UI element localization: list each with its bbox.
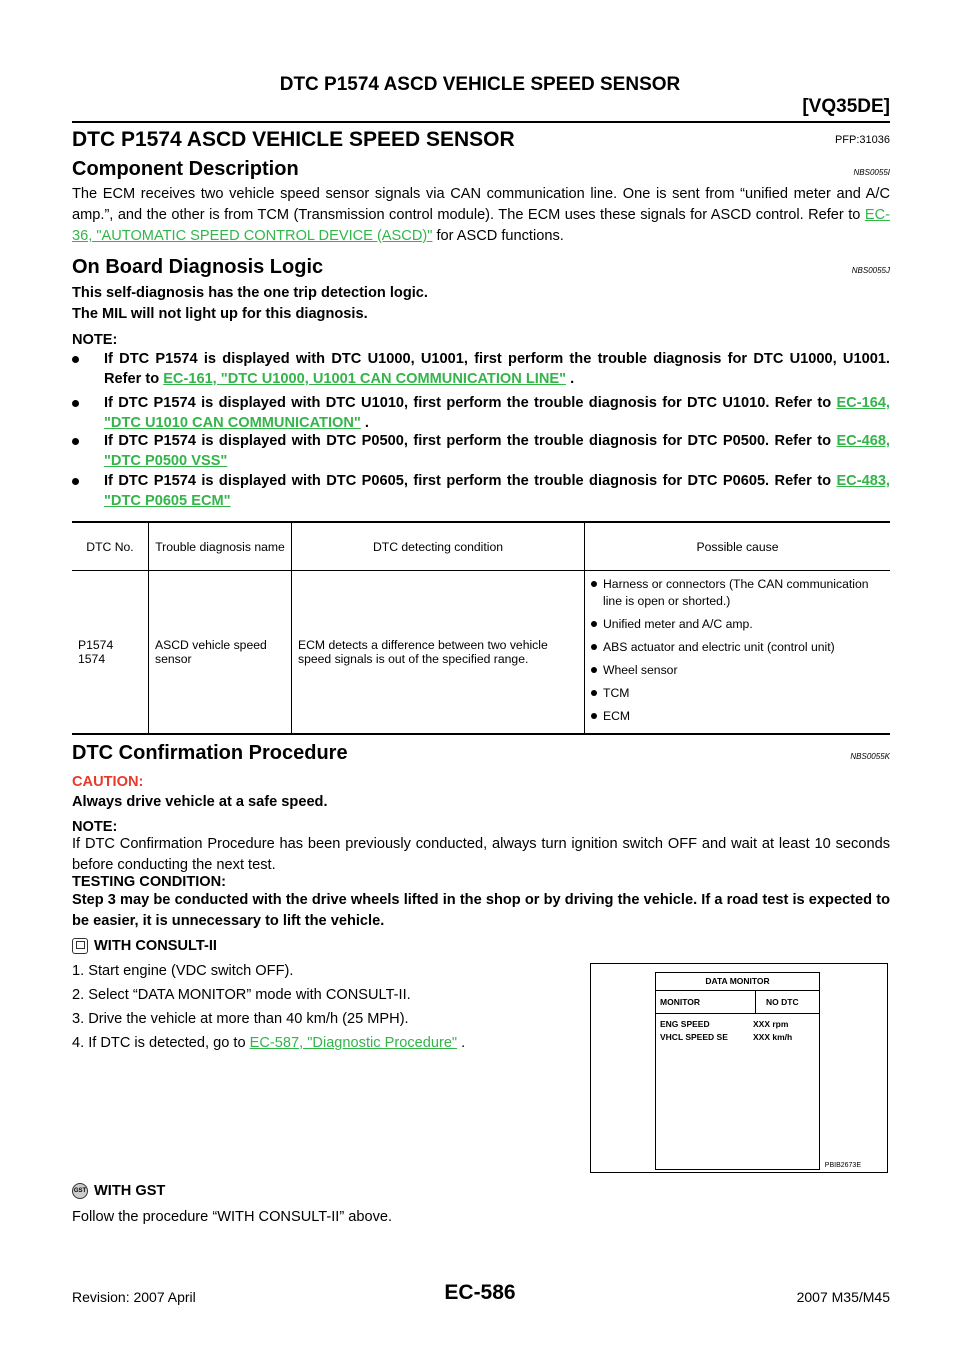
p0500-reference-link[interactable]: EC-468, "DTC P0500 VSS" [104, 433, 890, 469]
diagnostic-procedure-link[interactable]: EC-587, "Diagnostic Procedure" [249, 1035, 458, 1051]
model-label: 2007 M35/M45 [796, 1289, 890, 1305]
ascd-reference-link[interactable]: EC-36, "AUTOMATIC SPEED CONTROL DEVICE (ASCD)" [72, 207, 890, 244]
cause-cell [585, 571, 891, 735]
obd-section-code: NBS0055J [851, 266, 890, 275]
list-item [656, 1031, 819, 1044]
list-item: TCM [591, 685, 884, 702]
step-4 [72, 1033, 572, 1054]
obd-line-1: This self-diagnosis has the one trip detection logic. [72, 285, 428, 301]
bullet-icon [72, 478, 79, 485]
list-item: ABS actuator and electric unit (control unit) [591, 639, 884, 656]
component-description-heading: Component Description [72, 158, 299, 180]
gst-heading [72, 1181, 890, 1202]
monitor-item-value: XXX rpm [753, 1019, 789, 1029]
bullet-icon [72, 400, 79, 407]
status-column-label: NO DTC [766, 997, 799, 1007]
condition-cell: ECM detects a difference between two vehicle speed signals is out of the specified range. [292, 571, 585, 735]
header-dtc-no: DTC No. [86, 539, 134, 554]
header-rule [72, 121, 890, 123]
obd-note-label: NOTE: [72, 332, 118, 348]
consult-tool-icon [72, 938, 88, 954]
component-description-text [72, 184, 890, 247]
p0605-reference-link[interactable]: EC-483, "DTC P0605 ECM" [104, 473, 890, 509]
running-header-title: DTC P1574 ASCD VEHICLE SPEED SENSOR [279, 74, 681, 95]
testing-condition-text: Step 3 may be conducted with the drive wheels lifted in the shop or by driving the vehicle. If a road test is expected to be easier, it is unnecessary to lift the vehicle. [72, 892, 890, 929]
header-detecting-condition: DTC detecting condition [292, 522, 585, 571]
bullet-icon [72, 356, 79, 363]
step-4-after: . [457, 1035, 466, 1051]
bullet-text: If DTC P1574 is displayed with DTC U1000, U1001, first perform the trouble diagnosis for DTC U1000, U1001. Refer to [104, 351, 890, 387]
u1000-reference-link[interactable]: EC-161, "DTC U1000, U1001 CAN COMMUNICATION LINE" [163, 371, 567, 387]
note-label: NOTE: [72, 819, 118, 835]
bullet-text: If DTC P1574 is displayed with DTC P0605, first perform the trouble diagnosis for DTC P0605. Refer to [104, 473, 837, 489]
bullet-after: . [566, 371, 575, 387]
pfp-code: PFP:31036 [834, 134, 890, 146]
gst-heading-text: WITH GST [94, 1183, 166, 1199]
consult-heading [72, 936, 890, 957]
gst-tool-icon: GST [72, 1183, 88, 1199]
bullet-text: If DTC P1574 is displayed with DTC P0500, first perform the trouble diagnosis for DTC P0500. Refer to [104, 433, 837, 449]
step-1: 1. Start engine (VDC switch OFF). [72, 963, 294, 979]
monitor-item-label: ENG SPEED [660, 1019, 710, 1029]
dtc-number: 1574 [78, 652, 106, 666]
confirmation-section-code: NBS0055K [850, 752, 890, 761]
bullet-icon [72, 438, 79, 445]
monitor-item-value: XXX km/h [753, 1032, 793, 1042]
header-trouble-name: Trouble diagnosis name [149, 522, 292, 571]
component-section-code: NBS0055I [853, 168, 890, 177]
cause-list [591, 576, 884, 725]
obd-line-2: The MIL will not light up for this diagnosis. [72, 306, 368, 322]
dtc-no-cell [72, 571, 149, 735]
list-item: Unified meter and A/C amp. [591, 616, 884, 633]
header-possible-cause: Possible cause [585, 522, 891, 571]
note-text: If DTC Confirmation Procedure has been previously conducted, always turn ignition switch OFF and wait at least 10 seconds before conducting the next test. [72, 836, 890, 873]
monitor-item-label: VHCL SPEED SE [660, 1032, 728, 1042]
component-text: The ECM receives two vehicle speed sensor signals via CAN communication line. One is sent from “unified meter and A/C amp.”, and the other is from TCM (Transmission control module). The ECM uses these signals for ASCD control. Refer to [72, 186, 890, 223]
data-monitor-screen [655, 972, 820, 1170]
list-item: ECM [591, 708, 884, 725]
step-3: 3. Drive the vehicle at more than 40 km/h (25 MPH). [72, 1011, 409, 1027]
data-monitor-figure [590, 963, 888, 1173]
engine-label: [VQ35DE] [802, 96, 890, 117]
testing-condition-label: TESTING CONDITION: [72, 874, 227, 890]
table-header-row [72, 522, 890, 571]
screen-header [656, 991, 819, 1014]
column-divider [755, 991, 756, 1013]
figure-id: PBIB2673E [824, 1162, 861, 1169]
caution-label: CAUTION: [72, 774, 144, 790]
u1010-reference-link[interactable]: EC-164, "DTC U1010 CAN COMMUNICATION" [104, 395, 890, 431]
dtc-code: P1574 [78, 638, 114, 652]
dtc-table [72, 521, 890, 735]
monitor-column-label: MONITOR [660, 997, 700, 1007]
note-bullet [72, 471, 890, 511]
screen-title: DATA MONITOR [656, 973, 819, 991]
obd-logic-heading: On Board Diagnosis Logic [72, 256, 324, 278]
page-title: DTC P1574 ASCD VEHICLE SPEED SENSOR [72, 128, 515, 151]
caution-text: Always drive vehicle at a safe speed. [72, 794, 328, 810]
step-4-text: 4. If DTC is detected, go to [72, 1035, 250, 1051]
gst-text: Follow the procedure “WITH CONSULT-II” above. [72, 1209, 393, 1225]
note-bullet [72, 349, 890, 389]
confirmation-heading: DTC Confirmation Procedure [72, 742, 348, 764]
list-item: Harness or connectors (The CAN communication line is open or shorted.) [591, 576, 884, 610]
trouble-name-cell: ASCD vehicle speed sensor [149, 571, 292, 735]
list-item: Wheel sensor [591, 662, 884, 679]
note-bullet [72, 431, 890, 471]
page-number: EC-586 [444, 1281, 516, 1304]
revision-label: Revision: 2007 April [72, 1289, 196, 1305]
bullet-after: . [360, 415, 369, 431]
table-row [72, 571, 890, 735]
note-bullet [72, 393, 890, 433]
component-text-after: for ASCD functions. [432, 228, 564, 244]
step-2: 2. Select “DATA MONITOR” mode with CONSULT-II. [72, 987, 411, 1003]
bullet-text: If DTC P1574 is displayed with DTC U1010, first perform the trouble diagnosis for DTC U1010. Refer to [104, 395, 837, 411]
consult-heading-text: WITH CONSULT-II [94, 938, 217, 954]
list-item [656, 1018, 819, 1031]
